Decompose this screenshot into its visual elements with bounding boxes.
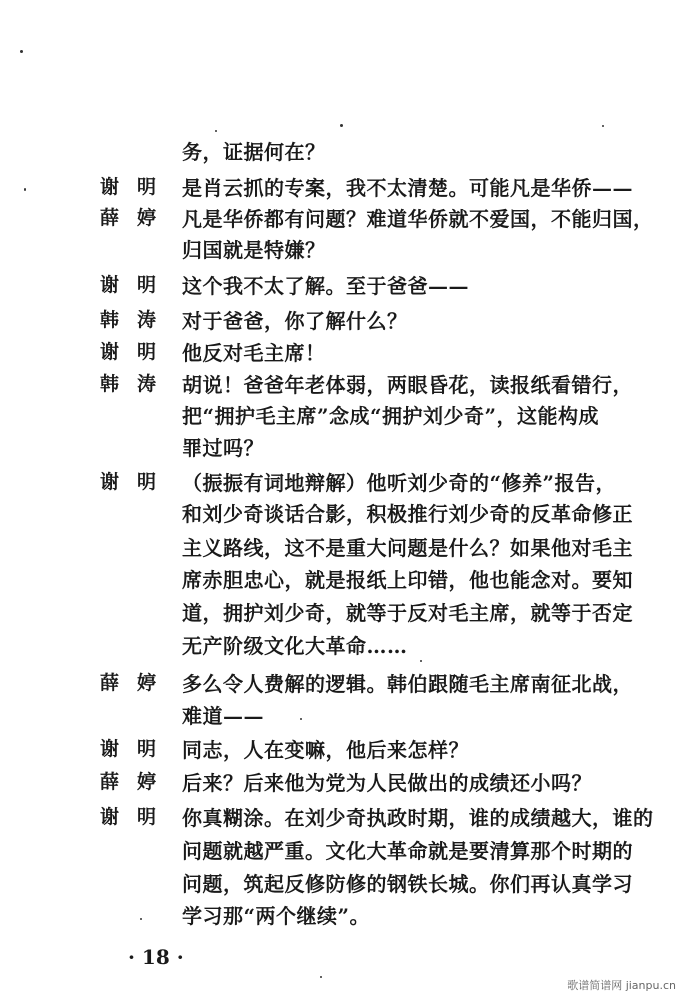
line-text: 同志，人在变嘛，他后来怎样？ [182,738,469,762]
dialogue-line [0,498,690,528]
dialogue-line [0,136,690,166]
dialogue-line [0,172,690,202]
line-text: 是肖云抓的专案，我不太清楚。可能凡是华侨—— [182,176,633,200]
dialogue-line [0,564,690,594]
line-text: 无产阶级文化大革命…… [182,634,408,658]
dialogue-line [0,270,690,300]
line-text: 席赤胆忠心，就是报纸上印错，他也能念对。要知 [182,568,633,592]
speaker-name: 薛婷 [100,771,175,793]
line-text: 问题，筑起反修防修的钢铁长城。你们再认真学习 [182,872,633,896]
line-text: 对于爸爸，你了解什么？ [182,309,408,333]
line-text: （振振有词地辩解）他听刘少奇的“修养”报告， [182,471,617,495]
watermark: 歌谱简谱网 jianpu.cn [567,979,676,992]
line-text: 主义路线，这不是重大问题是什么？如果他对毛主 [182,536,633,560]
line-text: 归国就是特嫌？ [182,238,326,262]
dialogue-line [0,467,690,497]
speaker-name: 薛婷 [100,672,175,694]
dialogue-line [0,337,690,367]
print-speck [602,125,604,127]
dialogue-line [0,400,690,430]
dialogue-line [0,305,690,335]
line-text: 你真糊涂。在刘少奇执政时期，谁的成绩越大，谁的 [182,806,654,830]
print-speck [420,660,422,662]
line-text: 和刘少奇谈话合影，积极推行刘少奇的反革命修正 [182,502,633,526]
line-text: 难道—— [182,704,264,728]
dialogue-line [0,532,690,562]
dialogue-line [0,802,690,832]
speaker-name: 谢明 [100,738,175,760]
print-speck [320,976,322,978]
line-text: 把“拥护毛主席”念成“拥护刘少奇”，这能构成 [182,404,600,428]
speaker-name: 谢明 [100,341,175,363]
speaker-name: 谢明 [100,471,175,493]
speaker-name: 韩涛 [100,309,175,331]
dialogue-line [0,734,690,764]
dialogue-line [0,203,690,233]
dialogue-line [0,700,690,730]
page-number: · 18 · [128,945,184,969]
line-text: 凡是华侨都有问题？难道华侨就不爱国，不能归国， [182,207,654,231]
line-text: 胡说！爸爸年老体弱，两眼昏花，读报纸看错行， [182,373,633,397]
line-text: 多么令人费解的逻辑。韩伯跟随毛主席南征北战， [182,672,633,696]
dialogue-line [0,668,690,698]
line-text: 务，证据何在？ [182,140,326,164]
line-text: 罪过吗？ [182,436,264,460]
line-text: 学习那“两个继续”。 [182,904,371,928]
dialogue-line [0,234,690,264]
print-speck [20,50,23,53]
line-text: 这个我不太了解。至于爸爸—— [182,274,469,298]
print-speck [340,124,343,127]
dialogue-line [0,900,690,930]
line-text: 问题就越严重。文化大革命就是要清算那个时期的 [182,839,633,863]
dialogue-line [0,630,690,660]
dialogue-line [0,835,690,865]
dialogue-line [0,369,690,399]
speaker-name: 谢明 [100,274,175,296]
dialogue-line [0,767,690,797]
line-text: 后来？后来他为党为人民做出的成绩还小吗？ [182,771,592,795]
dialogue-line [0,597,690,627]
print-speck [215,130,217,132]
line-text: 他反对毛主席！ [182,341,326,365]
dialogue-line [0,868,690,898]
line-text: 道，拥护刘少奇，就等于反对毛主席，就等于否定 [182,601,633,625]
dialogue-line [0,432,690,462]
speaker-name: 韩涛 [100,373,175,395]
speaker-name: 薛婷 [100,207,175,229]
speaker-name: 谢明 [100,176,175,198]
speaker-name: 谢明 [100,806,175,828]
